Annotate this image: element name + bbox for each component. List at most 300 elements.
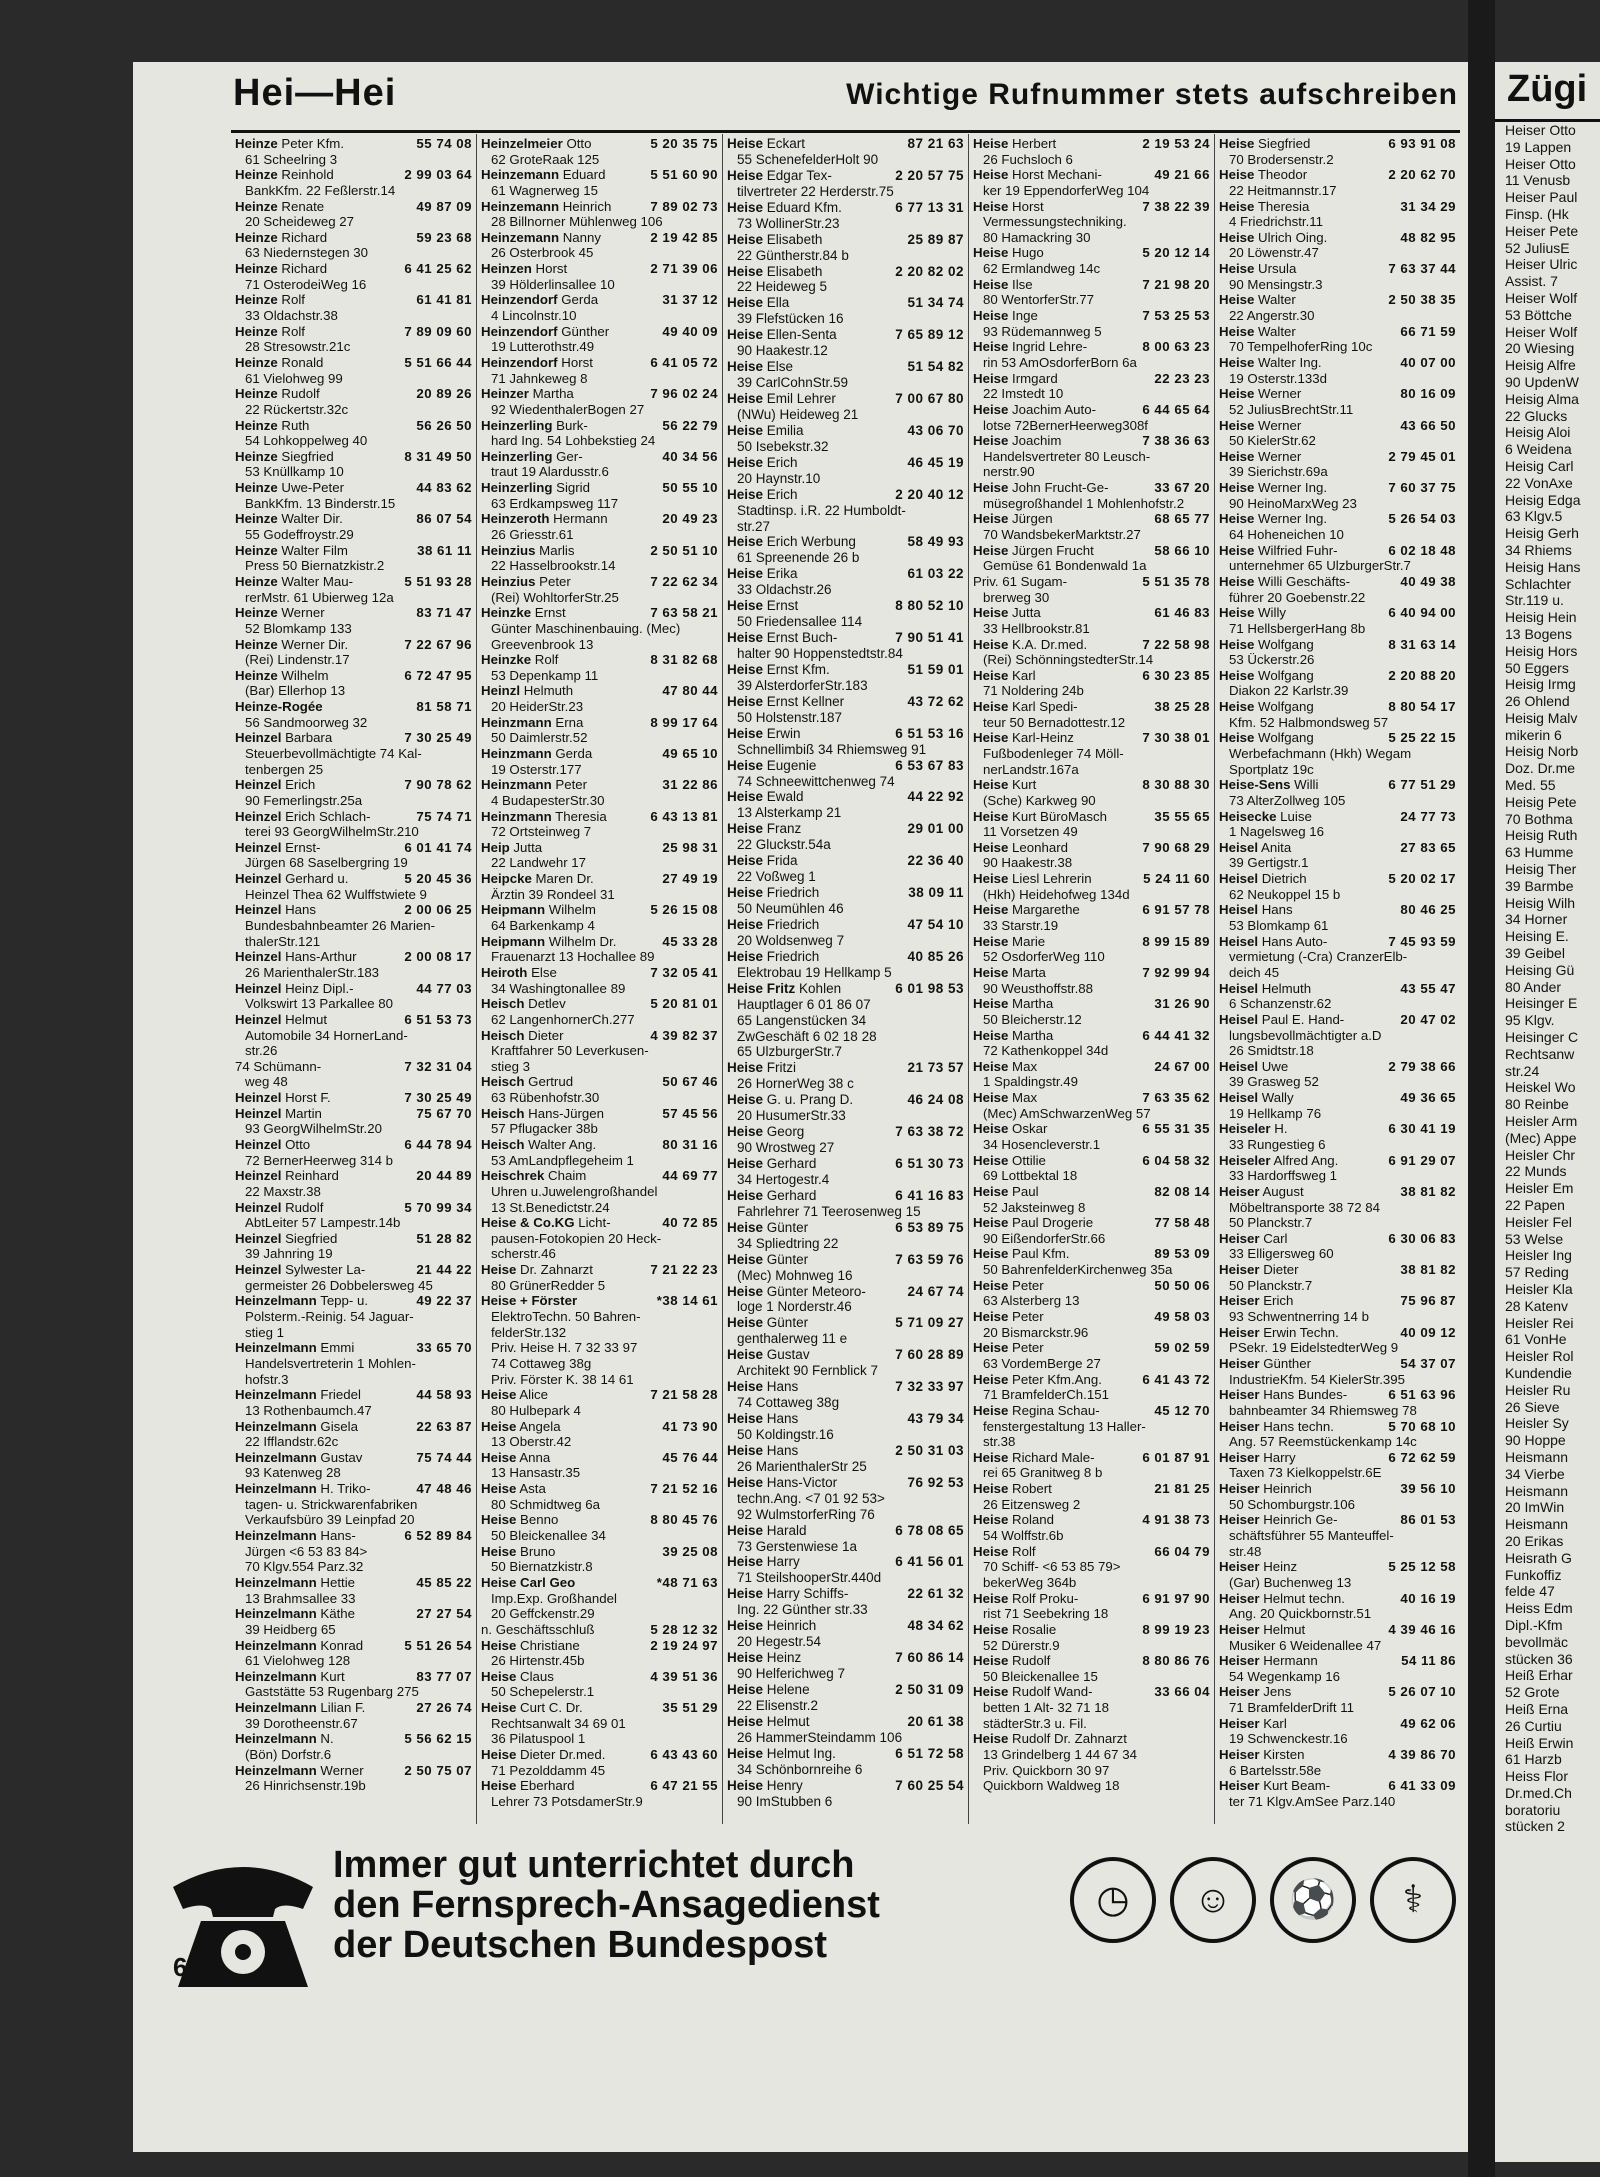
listing-phone: 75 74 71 bbox=[416, 808, 472, 824]
listing-entry bbox=[1219, 1121, 1456, 1152]
listing-address: 90 ImStubben 6 bbox=[737, 1793, 833, 1809]
listing-entry bbox=[727, 168, 964, 200]
listing-address: 22 Imstedt 10 bbox=[983, 386, 1064, 402]
listing-entry bbox=[727, 264, 964, 296]
listing-address: 22 Landwehr 17 bbox=[491, 855, 587, 871]
listing-entry bbox=[1219, 668, 1456, 699]
next-page-fragment: 57 Reding bbox=[1505, 1264, 1569, 1281]
listing-entry bbox=[1219, 1481, 1456, 1512]
listing-address: 70 Klgv.554 Parz.32 bbox=[245, 1559, 364, 1575]
listing-entry bbox=[235, 480, 472, 511]
listing-address: 34 Washingtonallee 89 bbox=[491, 980, 626, 996]
next-page-fragment: Heisig Norb bbox=[1505, 743, 1579, 760]
next-page-fragment: 61 Harzb bbox=[1505, 1751, 1562, 1768]
listing-name: Heise Rudolf bbox=[973, 1653, 1051, 1669]
listing-address: 71 Jahnkeweg 8 bbox=[491, 370, 588, 386]
listing-entry bbox=[727, 1220, 964, 1252]
next-page-fragment: Schlachter bbox=[1505, 575, 1572, 592]
listing-address: 19 Hellkamp 76 bbox=[1229, 1105, 1322, 1121]
listing-phone: 7 96 02 24 bbox=[650, 386, 718, 402]
listing-phone: 5 24 11 60 bbox=[1143, 871, 1210, 887]
listing-entry bbox=[235, 1731, 472, 1762]
listing-address: 62 GroteRaak 125 bbox=[491, 151, 600, 167]
listing-phone: 5 28 12 32 bbox=[650, 1621, 718, 1637]
listing-address: Gaststätte 53 Rugenbarg 275 bbox=[245, 1684, 419, 1700]
listing-name: Heise Max bbox=[973, 1090, 1038, 1106]
next-page-fragment: Heiser Wolf bbox=[1505, 323, 1578, 340]
listing-entry bbox=[727, 1554, 964, 1586]
listing-phone: 51 54 82 bbox=[907, 359, 964, 375]
listing-address: 26 MarienthalerStr 25 bbox=[737, 1458, 867, 1474]
listing-name: Heip Jutta bbox=[481, 839, 543, 855]
next-page-fragment: Funkoffiz bbox=[1505, 1566, 1562, 1583]
listing-address: 53 AmLandpflegeheim 1 bbox=[491, 1152, 634, 1168]
listing-name: Heise Claus bbox=[481, 1668, 554, 1684]
next-page-fragment: 13 Bogens bbox=[1505, 625, 1572, 642]
listing-phone: 7 00 67 80 bbox=[895, 391, 964, 406]
listing-entry bbox=[727, 885, 964, 917]
listing-name: Heinze Rudolf bbox=[235, 386, 320, 402]
listing-address: 1 Spaldingstr.49 bbox=[983, 1074, 1079, 1090]
listing-phone: 59 23 68 bbox=[416, 229, 472, 245]
listing-phone: 6 91 29 07 bbox=[1388, 1152, 1456, 1168]
listing-name: Heise Marie bbox=[973, 933, 1046, 949]
listing-phone: 6 51 30 73 bbox=[895, 1156, 964, 1171]
listing-phone: 2 20 82 02 bbox=[895, 263, 964, 279]
listing-entry bbox=[481, 1638, 718, 1669]
listing-entry bbox=[727, 917, 964, 949]
listing-entry bbox=[973, 1215, 1210, 1246]
listing-address: 6 Bartelsstr.58e bbox=[1229, 1762, 1322, 1778]
next-page-fragment: Heisig Ruth bbox=[1505, 827, 1578, 844]
listing-address: Lehrer 73 PotsdamerStr.9 bbox=[491, 1793, 643, 1809]
listing-address: 20 Geffckenstr.29 bbox=[491, 1606, 595, 1622]
listing-address: 22 Angerstr.30 bbox=[1229, 308, 1315, 324]
listing-address: 50 KielerStr.62 bbox=[1229, 433, 1316, 449]
listing-name: Heise Alice bbox=[481, 1387, 549, 1403]
listing-name: Heinzel Reinhard bbox=[235, 1168, 339, 1184]
listing-address: Press 50 Biernatzkistr.2 bbox=[245, 558, 385, 574]
listing-address: (Bar) Ellerhop 13 bbox=[245, 683, 346, 699]
listing-name: Heise Richard Male- bbox=[973, 1449, 1095, 1465]
listing-phone: 7 63 35 62 bbox=[1142, 1090, 1210, 1106]
listing-address: 50 Bleickenallee 15 bbox=[983, 1668, 1098, 1684]
listing-name: Heiseler Alfred Ang. bbox=[1219, 1152, 1339, 1168]
listing-name: Heise Georg bbox=[727, 1124, 805, 1140]
next-page-fragment: 22 VonAxe bbox=[1505, 474, 1573, 491]
listing-address: 90 Weusthoffstr.88 bbox=[983, 980, 1093, 996]
listing-name: Heinzemann Heinrich bbox=[481, 198, 612, 214]
listing-phone: 5 20 35 75 bbox=[650, 136, 718, 151]
next-page-fragment: Heisler Rei bbox=[1505, 1314, 1574, 1331]
listing-phone: 75 74 44 bbox=[416, 1449, 472, 1465]
listing-address: teur 50 Bernadottestr.12 bbox=[983, 714, 1126, 730]
listing-name: Heise Dieter Dr.med. bbox=[481, 1746, 606, 1762]
listing-phone: 66 04 79 bbox=[1154, 1543, 1210, 1559]
next-page-fragment: Heisler Ru bbox=[1505, 1381, 1571, 1398]
listing-entry bbox=[727, 853, 964, 885]
listing-address: (Mec) Mohnweg 16 bbox=[737, 1267, 853, 1283]
listing-entry bbox=[481, 1106, 718, 1137]
next-page-fragment: Heiss Flor bbox=[1505, 1768, 1569, 1785]
listing-phone: 6 72 62 59 bbox=[1388, 1449, 1456, 1465]
listing-name: Heise-Sens Willi bbox=[1219, 777, 1319, 793]
listing-address: 36 Pilatuspool 1 bbox=[491, 1731, 586, 1747]
listing-address: 61 Wagnerweg 15 bbox=[491, 182, 599, 198]
listing-name: Heiser Hans techn. bbox=[1219, 1418, 1334, 1434]
listing-address: 72 BernerHeerweg 314 b bbox=[245, 1152, 394, 1168]
listing-entry bbox=[235, 1575, 472, 1606]
listing-phone: 38 81 82 bbox=[1400, 1183, 1456, 1199]
listing-address: 34 Hosencleverstr.1 bbox=[983, 1137, 1101, 1152]
listing-name: Heise Wolfgang bbox=[1219, 699, 1314, 715]
listing-phone: 7 32 33 97 bbox=[895, 1379, 964, 1395]
next-page-fragment: Heiser Otto bbox=[1505, 122, 1576, 138]
listing-address: 26 MarienthalerStr.183 bbox=[245, 964, 380, 980]
listing-name: Heiser Karl bbox=[1219, 1715, 1287, 1731]
listing-phone: 51 59 01 bbox=[907, 661, 964, 677]
listing-entry bbox=[973, 1059, 1210, 1090]
listing-name: Heiser Carl bbox=[1219, 1230, 1288, 1246]
listing-address: weg 48 bbox=[245, 1074, 288, 1090]
listing-entry bbox=[1219, 840, 1456, 871]
listing-address: 53 Ückerstr.26 bbox=[1229, 652, 1315, 668]
listing-entry bbox=[235, 809, 472, 840]
listing-phone: 8 30 88 30 bbox=[1142, 777, 1210, 793]
listing-phone: 6 43 13 81 bbox=[650, 808, 718, 824]
next-page-fragment: 26 Sieve bbox=[1505, 1398, 1560, 1415]
listing-entry bbox=[235, 136, 472, 167]
listing-name: Heise Siegfried bbox=[1219, 136, 1311, 151]
listing-entry bbox=[235, 840, 472, 871]
listing-entry bbox=[727, 1060, 964, 1092]
listing-address: 39 Sierichstr.69a bbox=[1229, 464, 1328, 480]
listing-entry bbox=[1219, 480, 1456, 511]
listing-name: Heise Horst Mechani- bbox=[973, 167, 1102, 183]
listing-name: Heise Peter bbox=[973, 1309, 1044, 1325]
listing-address: 90 Haakestr.12 bbox=[737, 343, 828, 359]
listing-phone: 7 63 38 72 bbox=[895, 1124, 964, 1140]
listing-phone: 2 50 31 03 bbox=[895, 1442, 964, 1458]
listing-address: 50 Biernatzkistr.8 bbox=[491, 1559, 593, 1575]
listing-phone: 66 71 59 bbox=[1400, 323, 1456, 339]
listing-address: 62 LangenhornerCh.277 bbox=[491, 1011, 635, 1027]
listing-address: halter 90 Hoppenstedtstr.84 bbox=[737, 646, 903, 661]
listing-name: Heisch Detlev bbox=[481, 996, 566, 1012]
listing-entry bbox=[481, 1387, 718, 1418]
listing-entry bbox=[1219, 386, 1456, 417]
listing-name: Heise Paul Kfm. bbox=[973, 1246, 1070, 1262]
listing-entry bbox=[973, 605, 1210, 636]
listing-phone: 40 07 00 bbox=[1400, 354, 1456, 370]
listing-entry bbox=[1219, 1293, 1456, 1324]
listing-name: Heise Friedrich bbox=[727, 948, 820, 964]
listing-entry bbox=[973, 402, 1210, 433]
listing-entry bbox=[973, 339, 1210, 370]
listing-phone: 5 20 02 17 bbox=[1388, 871, 1456, 887]
listing-phone: 4 39 82 37 bbox=[650, 1027, 718, 1043]
listing-address: Stadtinsp. i.R. 22 Humboldt- bbox=[737, 502, 906, 518]
listing-address: Bundesbahnbeamter 26 Marien- bbox=[245, 918, 436, 934]
listing-entry bbox=[481, 652, 718, 683]
next-page-fragment: 53 Welse bbox=[1505, 1230, 1564, 1247]
listing-address: 13 Brahmsallee 33 bbox=[245, 1590, 356, 1606]
listing-name: Heinzmann Erna bbox=[481, 714, 584, 730]
listing-entry bbox=[481, 683, 718, 714]
next-page-fragment: Heismann bbox=[1505, 1516, 1569, 1533]
listing-phone: 31 34 29 bbox=[1400, 198, 1456, 214]
listing-phone: 56 22 79 bbox=[662, 417, 718, 433]
next-page-fragment: 19 Lappen bbox=[1505, 138, 1572, 155]
next-page-fragment: Heiss Edm bbox=[1505, 1600, 1573, 1617]
listing-entry bbox=[973, 1450, 1210, 1481]
listing-address: 13 Rothenbaumch.47 bbox=[245, 1402, 372, 1418]
listing-phone: 6 41 33 09 bbox=[1388, 1778, 1456, 1794]
listing-name: Heise Horst bbox=[973, 198, 1044, 214]
listing-phone: 56 26 50 bbox=[416, 417, 472, 433]
listing-entry bbox=[727, 136, 964, 168]
listing-name: Heise Herbert bbox=[973, 136, 1057, 151]
listing-phone: 6 41 25 62 bbox=[404, 261, 472, 277]
next-page-fragment: Heisrath G bbox=[1505, 1549, 1572, 1566]
listing-address: Automobile 34 HornerLand- bbox=[245, 1027, 408, 1043]
listing-entry bbox=[481, 1262, 718, 1293]
listing-phone: 31 37 12 bbox=[662, 292, 718, 308]
listing-address: Ing. 22 Günther str.33 bbox=[737, 1602, 868, 1618]
listing-address: 33 Elligersweg 60 bbox=[1229, 1246, 1334, 1262]
next-page-fragment: Heismann bbox=[1505, 1482, 1569, 1499]
listing-name: Heinzelmann Friedel bbox=[235, 1387, 361, 1403]
listing-phone: 20 89 26 bbox=[416, 386, 472, 402]
listing-address: 13 Hansastr.35 bbox=[491, 1465, 581, 1481]
listing-phone: 31 26 90 bbox=[1154, 996, 1210, 1012]
next-page-fragment: 52 Grote bbox=[1505, 1684, 1560, 1701]
listing-name: Heinzel Erich Schlach- bbox=[235, 808, 371, 824]
next-page-fragment: Heiskel Wo bbox=[1505, 1079, 1576, 1096]
listing-phone: 6 44 65 64 bbox=[1142, 401, 1210, 417]
listing-entry bbox=[235, 449, 472, 480]
listing-entry bbox=[1219, 1387, 1456, 1418]
listing-entry bbox=[727, 1411, 964, 1443]
listing-entry bbox=[973, 1340, 1210, 1371]
next-page-fragment: 26 Curtiu bbox=[1505, 1717, 1562, 1734]
listing-phone: 39 56 10 bbox=[1400, 1481, 1456, 1497]
listing-address: Quickborn Waldweg 18 bbox=[983, 1778, 1120, 1794]
listing-address: 70 TempelhoferRing 10c bbox=[1229, 339, 1373, 355]
listing-entry bbox=[235, 324, 472, 355]
listing-entry bbox=[481, 449, 718, 480]
listing-entry bbox=[727, 295, 964, 327]
listing-address: BankKfm. 13 Binderstr.15 bbox=[245, 495, 396, 511]
listing-name: Heise Eberhard bbox=[481, 1778, 575, 1794]
listing-entry bbox=[481, 1778, 718, 1809]
listing-address: 13 Oberstr.42 bbox=[491, 1434, 572, 1450]
listing-entry bbox=[481, 574, 718, 605]
listing-address: (Mec) AmSchwarzenWeg 57 bbox=[983, 1105, 1151, 1121]
listing-name: Heiser Jens bbox=[1219, 1684, 1292, 1700]
listing-phone: 51 28 82 bbox=[416, 1230, 472, 1246]
listing-entry bbox=[481, 605, 718, 652]
listing-entry bbox=[973, 543, 1210, 574]
listing-address: 22 Heideweg 5 bbox=[737, 279, 828, 295]
listing-address: 13 Grindelberg 1 44 67 34 bbox=[983, 1746, 1137, 1762]
listing-phone: 4 91 38 73 bbox=[1142, 1512, 1210, 1528]
listing-address: 54 Wegenkamp 16 bbox=[1229, 1668, 1340, 1684]
listing-address: 39 Flefstücken 16 bbox=[737, 311, 844, 327]
listing-address: schäftsführer 55 Manteuffel- bbox=[1229, 1528, 1394, 1544]
listing-name: Heise Werner bbox=[1219, 448, 1302, 464]
listing-address: 26 Osterbrook 45 bbox=[491, 245, 594, 261]
listing-phone: 59 02 59 bbox=[1154, 1340, 1210, 1356]
listing-address: 63 VordemBerge 27 bbox=[983, 1355, 1101, 1371]
listing-address: (Rei) Lindenstr.17 bbox=[245, 652, 350, 668]
listing-phone: 5 70 68 10 bbox=[1388, 1418, 1456, 1434]
listing-name: Heiroth Else bbox=[481, 964, 557, 980]
listing-entry bbox=[727, 455, 964, 487]
listing-phone: 7 60 28 89 bbox=[895, 1347, 964, 1363]
listing-address: 22 Ifflandstr.62c bbox=[245, 1434, 339, 1450]
listing-name: Heiser Günther bbox=[1219, 1355, 1312, 1371]
next-page-fragment: Heisinger C bbox=[1505, 1029, 1579, 1046]
listing-phone: 22 36 40 bbox=[907, 853, 964, 869]
listing-entry bbox=[1219, 1716, 1456, 1747]
next-page-fragment: Heisler Kla bbox=[1505, 1280, 1573, 1297]
listing-entry bbox=[481, 355, 718, 386]
listing-phone: 5 20 45 36 bbox=[404, 871, 472, 887]
listing-address: 50 Bleickenallee 34 bbox=[491, 1528, 606, 1544]
listing-name: Heinze Richard bbox=[235, 229, 328, 245]
next-page-fragment: 20 Erikas bbox=[1505, 1532, 1564, 1549]
listing-phone: 33 67 20 bbox=[1154, 480, 1210, 496]
listing-entry bbox=[727, 1586, 964, 1618]
listing-address: 22 Heitmannstr.17 bbox=[1229, 182, 1337, 198]
listing-phone: 6 77 51 29 bbox=[1388, 777, 1456, 793]
listing-address: Fahrlehrer 71 Teerosenweg 15 bbox=[737, 1203, 921, 1219]
listing-entry bbox=[481, 1168, 718, 1215]
listing-name: Heise Hugo bbox=[973, 245, 1044, 261]
listing-phone: 7 45 93 59 bbox=[1388, 933, 1456, 949]
listing-phone: 2 20 57 75 bbox=[895, 167, 964, 183]
listing-address: betten 1 Alt- 32 71 18 bbox=[983, 1700, 1109, 1716]
listing-phone: 43 79 34 bbox=[907, 1411, 964, 1426]
listing-phone: 6 51 53 73 bbox=[404, 1011, 472, 1027]
listing-phone: 27 26 74 bbox=[416, 1700, 472, 1716]
listing-phone: 86 07 54 bbox=[416, 511, 472, 527]
listing-address: 22 Elisenstr.2 bbox=[737, 1697, 819, 1713]
listing-phone: 40 72 85 bbox=[662, 1215, 718, 1231]
listing-name: Heise Henry bbox=[727, 1777, 803, 1793]
listing-phone: *38 14 61 bbox=[656, 1293, 718, 1309]
listing-name: Heiser Hermann bbox=[1219, 1653, 1318, 1669]
listing-phone: 8 99 19 23 bbox=[1142, 1621, 1210, 1637]
listing-entry bbox=[727, 1347, 964, 1379]
listing-address: (Sche) Karkweg 90 bbox=[983, 792, 1096, 808]
listing-entry bbox=[973, 777, 1210, 808]
listing-entry bbox=[727, 694, 964, 726]
listing-address: 70 Schiff- <6 53 85 79> bbox=[983, 1559, 1121, 1575]
listing-address: stieg 1 bbox=[245, 1324, 285, 1340]
listing-entry bbox=[481, 230, 718, 261]
listing-phone: 21 44 22 bbox=[416, 1262, 472, 1278]
listing-name: Heise Margarethe bbox=[973, 902, 1080, 918]
next-page-fragment: Heisig Gerh bbox=[1505, 525, 1579, 542]
listing-name: Heise Frida bbox=[727, 853, 798, 869]
listing-phone: 44 58 93 bbox=[416, 1387, 472, 1403]
listing-phone: 89 53 09 bbox=[1154, 1246, 1210, 1262]
listing-entry bbox=[235, 699, 472, 730]
listing-entry bbox=[235, 1419, 472, 1450]
next-page-fragment: bevollmäc bbox=[1505, 1633, 1569, 1650]
listing-address: 90 Femerlingstr.25a bbox=[245, 792, 363, 808]
listing-phone: 54 11 86 bbox=[1401, 1653, 1456, 1669]
face-icon: ☺ bbox=[1170, 1857, 1256, 1943]
listing-phone: 40 34 56 bbox=[662, 448, 718, 464]
listing-phone: 87 21 63 bbox=[907, 136, 964, 151]
listing-phone: 6 41 05 72 bbox=[650, 354, 718, 370]
listing-address: 74 Schneewittchenweg 74 bbox=[737, 773, 895, 789]
listing-address: hard Ing. 54 Lohbekstieg 24 bbox=[491, 433, 656, 449]
listing-entry bbox=[235, 777, 472, 808]
listing-address: 70 WandsbekerMarktstr.27 bbox=[983, 527, 1141, 543]
listing-name: Heise Ilse bbox=[973, 276, 1033, 292]
listing-phone: 22 61 32 bbox=[907, 1586, 964, 1602]
listing-name: Heinzke Ernst bbox=[481, 605, 566, 621]
listing-name: Heise Willy bbox=[1219, 605, 1287, 621]
listing-address: 50 Schepelerstr.1 bbox=[491, 1684, 595, 1700]
listing-name: Heinzelmann Hans- bbox=[235, 1528, 356, 1544]
listing-name: Heise + Förster bbox=[481, 1293, 578, 1309]
listing-entry bbox=[727, 821, 964, 853]
listing-address: 19 Osterstr.133d bbox=[1229, 370, 1327, 386]
listing-entry bbox=[973, 902, 1210, 933]
listing-entry bbox=[973, 1544, 1210, 1591]
listing-phone: 6 02 18 48 bbox=[1388, 542, 1456, 558]
next-page-fragment: 22 Papen bbox=[1505, 1197, 1565, 1213]
listing-address: 34 Schönbornreihe 6 bbox=[737, 1761, 863, 1777]
listing-address: IndustrieKfm. 54 KielerStr.395 bbox=[1229, 1371, 1406, 1387]
listing-phone: 8 80 54 17 bbox=[1388, 699, 1456, 715]
listing-phone: 8 31 63 14 bbox=[1388, 636, 1456, 652]
advert-text bbox=[333, 1845, 880, 1965]
listing-phone: 4 39 86 70 bbox=[1388, 1746, 1456, 1762]
listing-name: Heise Gerhard bbox=[727, 1156, 817, 1171]
next-page-fragment: Heiß Erhar bbox=[1505, 1667, 1573, 1684]
listing-phone: 39 25 08 bbox=[662, 1543, 718, 1559]
listing-phone: 31 22 86 bbox=[662, 777, 718, 793]
listing-address: Kraftfahrer 50 Leverkusen- bbox=[491, 1043, 649, 1059]
listing-address: 63 Niedernstegen 30 bbox=[245, 245, 369, 261]
listing-entry bbox=[1219, 1622, 1456, 1653]
listing-address: 20 Bismarckstr.96 bbox=[983, 1324, 1089, 1340]
next-page-fragment: Finsp. (Hk bbox=[1505, 205, 1569, 222]
listing-name: Heise & Co.KG Licht- bbox=[481, 1215, 611, 1231]
listing-address: 73 WollinerStr.23 bbox=[737, 215, 840, 231]
listing-phone: 6 72 47 95 bbox=[404, 667, 472, 683]
listing-entry bbox=[235, 1700, 472, 1731]
listing-entry bbox=[727, 758, 964, 790]
advert-line-1: Immer gut unterrichtet durch bbox=[333, 1844, 855, 1886]
listing-name: Heiser Helmut bbox=[1219, 1621, 1306, 1637]
listing-address: 63 Rübenhofstr.30 bbox=[491, 1090, 600, 1106]
listing-name: Heise Eckart bbox=[727, 136, 806, 151]
listing-entry bbox=[973, 1481, 1210, 1512]
listing-name: Heinzel Heinz Dipl.- bbox=[235, 980, 354, 996]
listing-name: Heiser Heinrich bbox=[1219, 1481, 1312, 1497]
listing-phone: 7 89 09 60 bbox=[404, 323, 472, 339]
listing-phone: 2 19 42 85 bbox=[650, 229, 718, 245]
listing-address: AbtLeiter 57 Lampestr.14b bbox=[245, 1215, 401, 1231]
listing-address: nerstr.90 bbox=[983, 464, 1035, 480]
